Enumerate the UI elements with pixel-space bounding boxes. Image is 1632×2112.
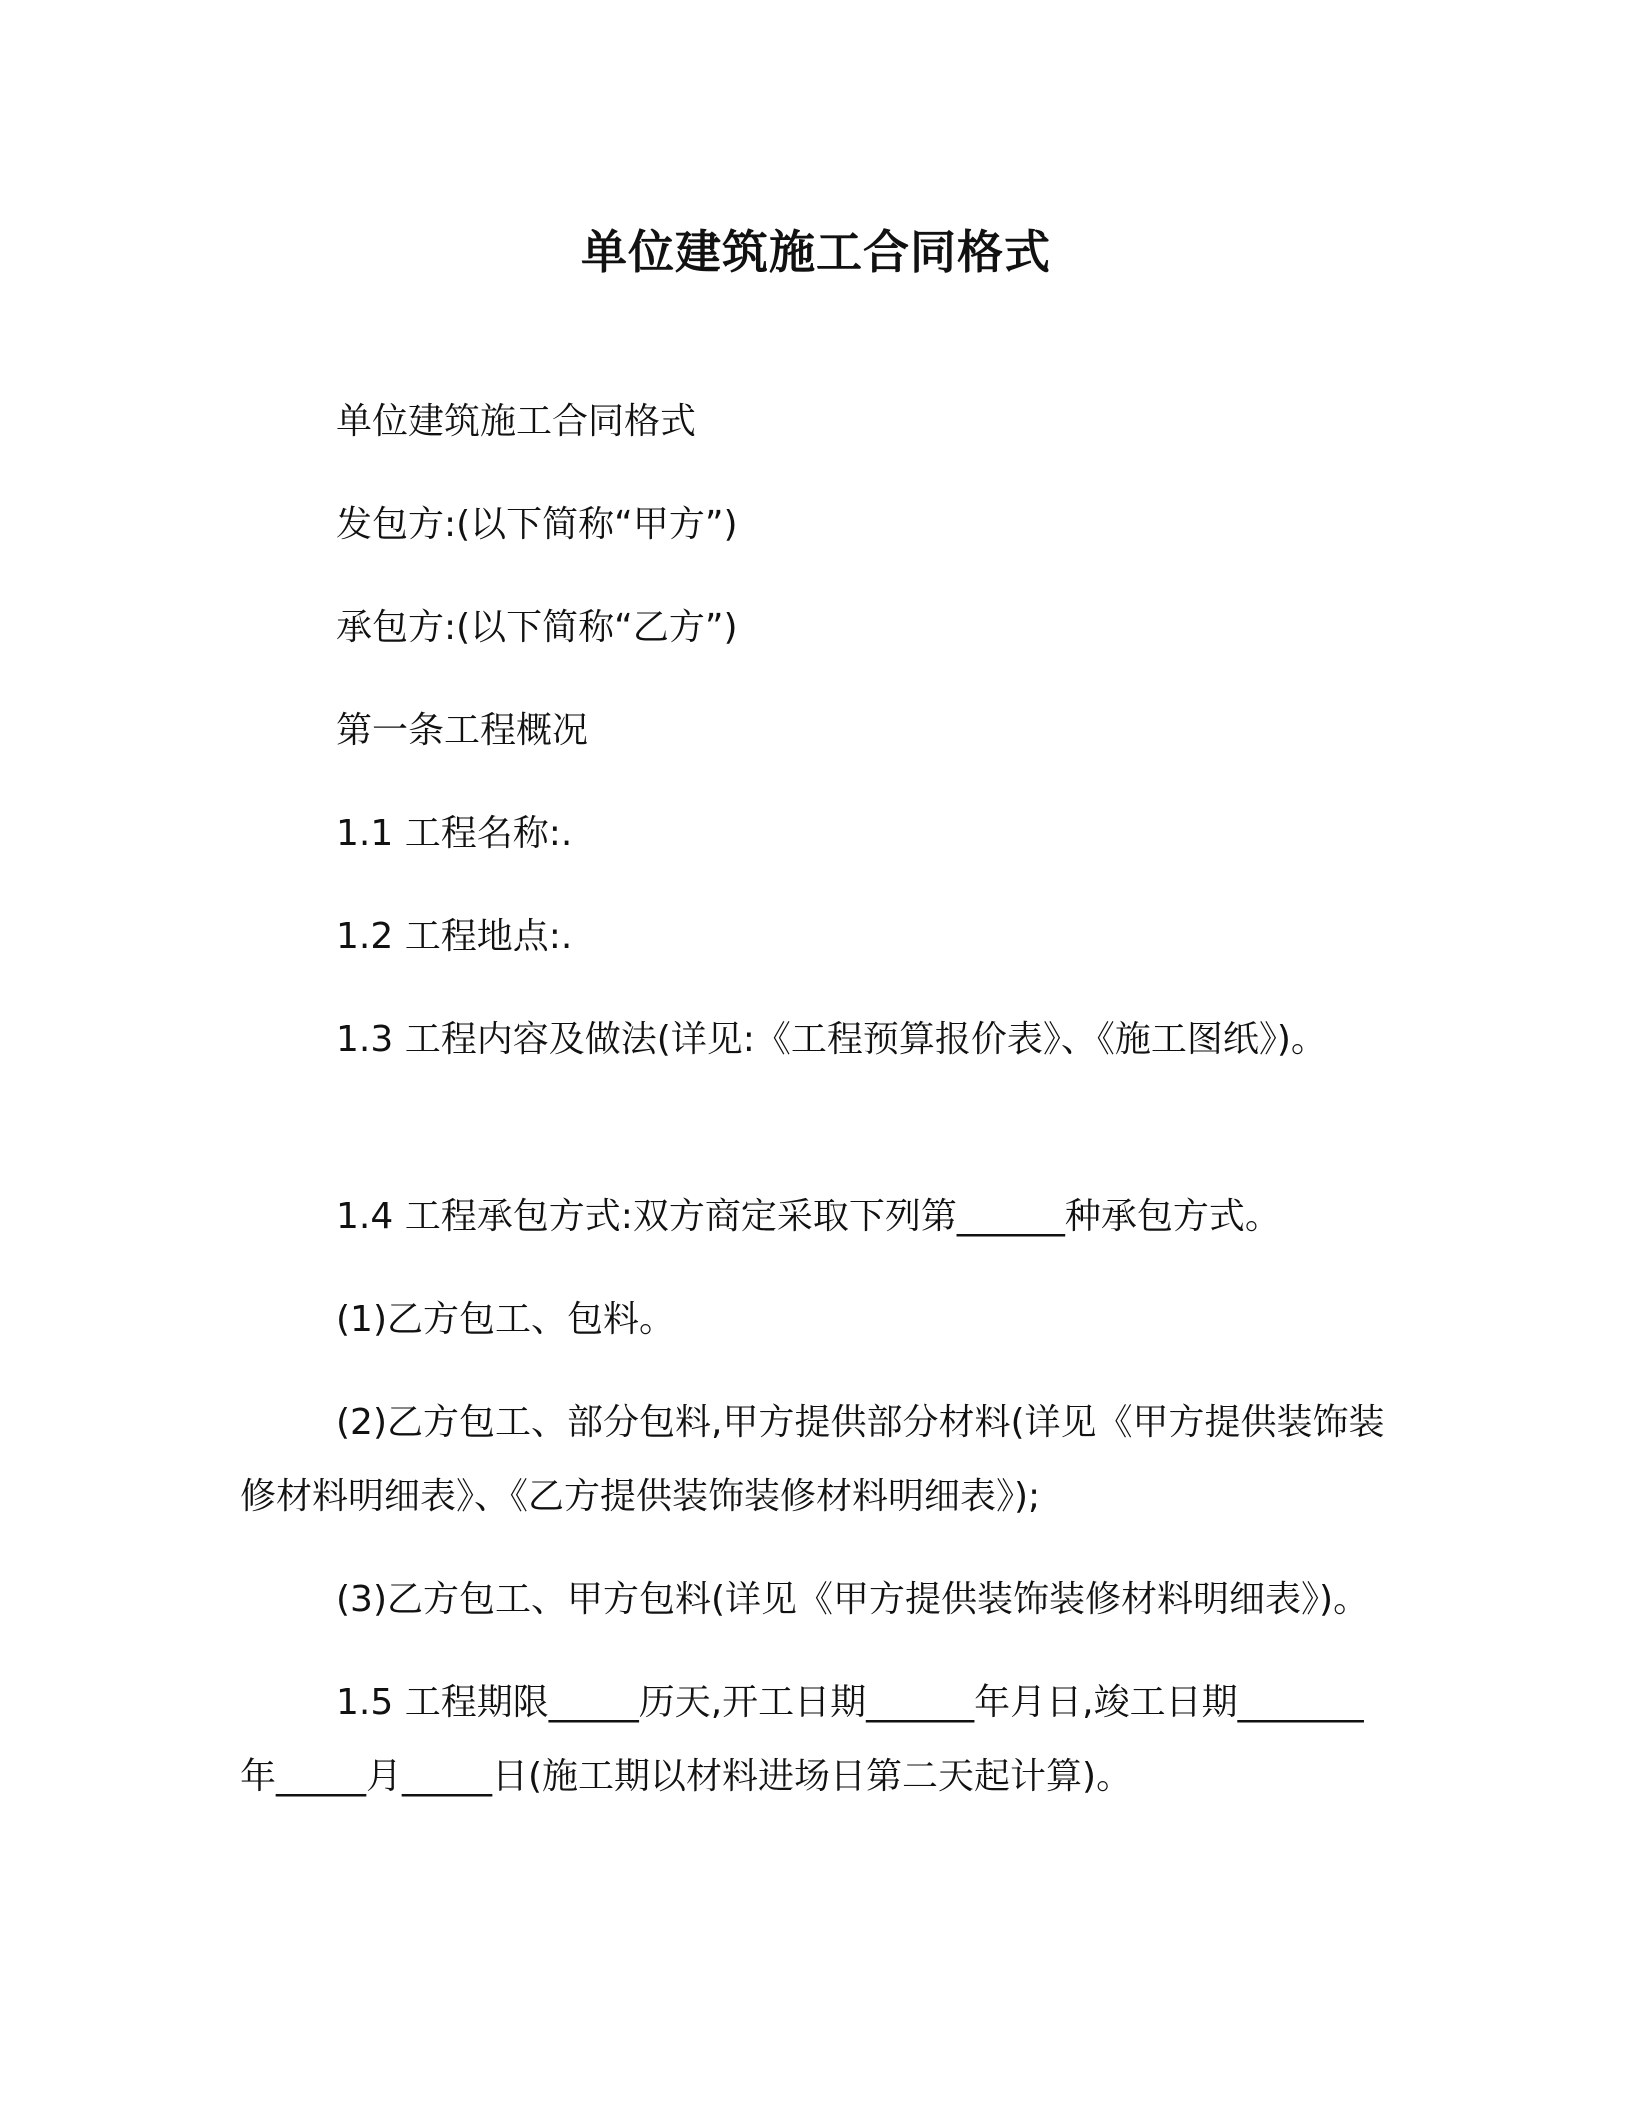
paragraph-subtitle: 单位建筑施工合同格式	[336, 401, 697, 442]
paragraph-option-2: (2)乙方包工、部分包料,甲方提供部分材料(详见《甲方提供装饰装修材料明细表》、《乙方提供装饰装修材料明细表》);	[240, 1402, 1385, 1517]
document-title: 单位建筑施工合同格式	[581, 225, 1051, 279]
paragraph-project-period: 1.5 工程期限_____历天,开工日期______年月日,竣工日期_______年_____月_____日(施工期以材料进场日第二天起计算)。	[240, 1682, 1364, 1797]
paragraph-contractor: 承包方:(以下简称“乙方”)	[336, 607, 738, 648]
paragraph-option-3: (3)乙方包工、甲方包料(详见《甲方提供装饰装修材料明细表》)。	[336, 1579, 1370, 1620]
paragraph-project-content: 1.3 工程内容及做法(详见:《工程预算报价表》、《施工图纸》)。	[336, 1019, 1327, 1060]
paragraph-option-1: (1)乙方包工、包料。	[336, 1299, 675, 1340]
paragraph-project-name: 1.1 工程名称:.	[336, 813, 573, 854]
paragraph-contract-method: 1.4 工程承包方式:双方商定采取下列第______种承包方式。	[336, 1196, 1281, 1237]
paragraph-project-location: 1.2 工程地点:.	[336, 916, 573, 957]
paragraph-employer: 发包方:(以下简称“甲方”)	[336, 504, 738, 545]
paragraph-article-1-heading: 第一条工程概况	[336, 710, 589, 751]
